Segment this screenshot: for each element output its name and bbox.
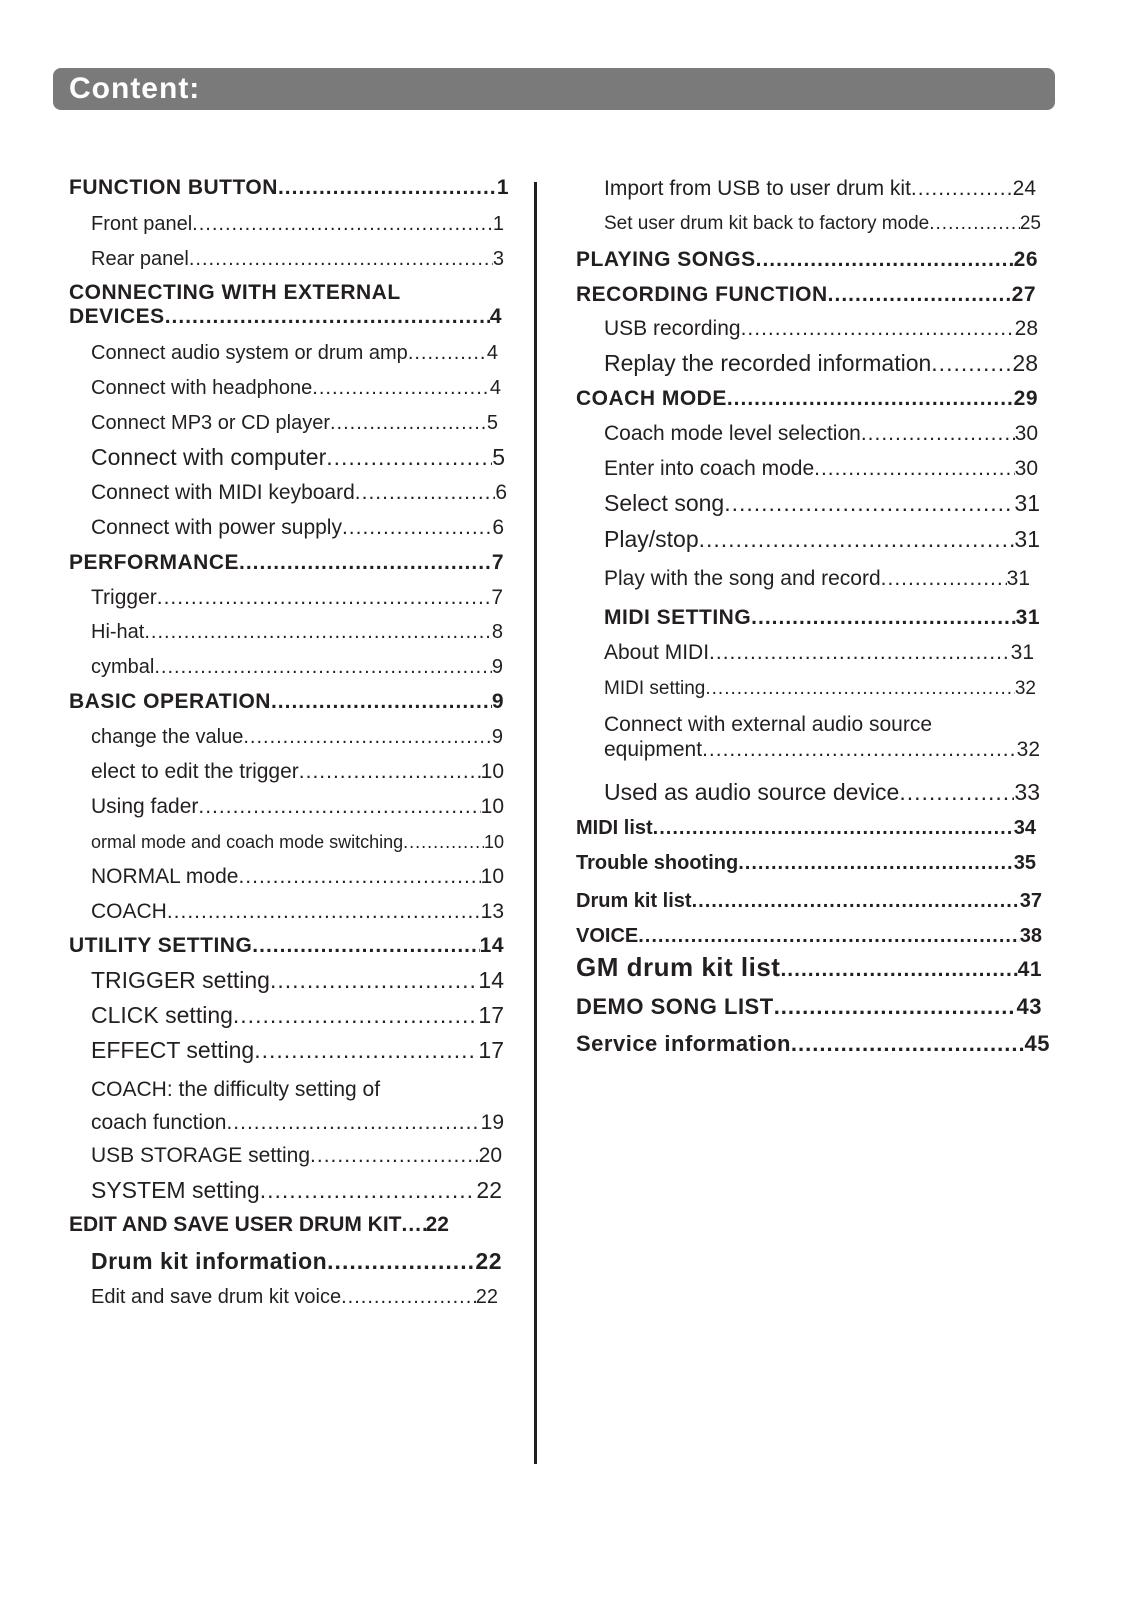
toc-heading-function-button[interactable]: FUNCTION BUTTON ..... 1	[69, 176, 509, 200]
toc-entry-effect-setting[interactable]: EFFECT setting ..... 17	[91, 1037, 504, 1063]
toc-heading-voice[interactable]: VOICE ..... 38	[576, 925, 1042, 948]
toc-heading-trouble-shooting[interactable]: Trouble shooting ..... 35	[576, 852, 1036, 875]
toc-entry-import-usb-drum-kit[interactable]: Import from USB to user drum kit ..... 24	[604, 177, 1036, 201]
toc-entry-audio-source-device[interactable]: Used as audio source device ..... 33	[604, 779, 1040, 805]
page-number: 9	[491, 656, 503, 678]
toc-entry-edit-save-voice[interactable]: Edit and save drum kit voice ..... 22	[91, 1286, 498, 1309]
toc-entry-play-with-song-record[interactable]: Play with the song and record ..... 31	[604, 567, 1030, 591]
page-number: 8	[491, 621, 503, 643]
toc-entry-hi-hat[interactable]: Hi-hat ..... 8	[91, 621, 503, 644]
page-number: 31	[1006, 567, 1030, 590]
toc-entry-about-midi[interactable]: About MIDI ..... 31	[604, 641, 1034, 665]
page-number: 38	[1019, 925, 1042, 947]
toc-entry-replay-recorded[interactable]: Replay the recorded information ..... 28	[604, 350, 1038, 376]
toc-heading-playing-songs[interactable]: PLAYING SONGS ..... 26	[576, 248, 1038, 272]
page-number: 28	[1014, 317, 1038, 340]
page-number: 31	[1015, 606, 1040, 629]
toc-entry-connect-headphone[interactable]: Connect with headphone ..... 4	[91, 377, 501, 400]
page-number: 45	[1024, 1031, 1050, 1056]
page-number: 22	[475, 1248, 502, 1274]
page-number: 25	[1019, 213, 1041, 234]
page-title: Content:	[69, 72, 201, 105]
toc-entry-connect-power-supply[interactable]: Connect with power supply ..... 6	[91, 516, 504, 540]
toc-entry-connect-computer[interactable]: Connect with computer ..... 5	[91, 444, 505, 470]
page-number: 10	[480, 795, 504, 818]
toc-entry-connect-audio-system[interactable]: Connect audio system or drum amp ..... 4	[91, 342, 498, 365]
page-number: 28	[1012, 350, 1038, 376]
toc-entry-coach-level-selection[interactable]: Coach mode level selection ..... 30	[604, 422, 1038, 446]
toc-entry-trigger[interactable]: Trigger ..... 7	[91, 586, 503, 610]
page-number: 10	[483, 832, 504, 852]
toc-entry-system-setting[interactable]: SYSTEM setting ..... 22	[91, 1177, 502, 1203]
toc-entry-connect-external-audio[interactable]: Connect with external audio source equipment ..... 32	[604, 712, 1040, 762]
toc-heading-basic-operation[interactable]: BASIC OPERATION ..... 9	[69, 690, 504, 714]
toc-entry-play-stop[interactable]: Play/stop ..... 31	[604, 526, 1040, 552]
page-number: 29	[1013, 387, 1038, 410]
toc-entry-using-fader[interactable]: Using fader ..... 10	[91, 795, 504, 819]
toc-entry-edit-trigger[interactable]: elect to edit the trigger ..... 10	[91, 760, 504, 784]
toc-entry-enter-coach-mode[interactable]: Enter into coach mode ..... 30	[604, 457, 1038, 481]
toc-heading-drum-kit-information[interactable]: Drum kit information ..... 22	[91, 1248, 502, 1274]
page-number: 41	[1017, 958, 1042, 981]
toc-entry-change-value[interactable]: change the value ..... 9	[91, 726, 503, 749]
toc-entry-connect-midi-keyboard[interactable]: Connect with MIDI keyboard ..... 6	[91, 481, 507, 505]
page-number: 5	[492, 444, 505, 470]
toc-heading-connecting-external-devices[interactable]: CONNECTING WITH EXTERNAL DEVICES ..... 4	[69, 281, 502, 329]
toc-heading-drum-kit-list[interactable]: Drum kit list ..... 37	[576, 890, 1042, 913]
toc-heading-utility-setting[interactable]: UTILITY SETTING ..... 14	[69, 934, 504, 958]
page-number: 1	[496, 176, 509, 199]
toc-entry-mode-switching[interactable]: ormal mode and coach mode switching ..... 10	[91, 832, 504, 853]
page-number: 31	[1014, 526, 1040, 552]
page-number: 30	[1014, 457, 1038, 480]
toc-entry-connect-mp3-cd[interactable]: Connect MP3 or CD player ..... 5	[91, 412, 498, 435]
page-number: 7	[491, 586, 503, 609]
page-number: 10	[480, 760, 504, 783]
toc-entry-normal-mode[interactable]: NORMAL mode ..... 10	[91, 865, 504, 889]
page-number: 3	[492, 248, 504, 270]
toc-entry-factory-mode[interactable]: Set user drum kit back to factory mode ..... 25	[604, 213, 1041, 235]
page-number: 34	[1013, 817, 1036, 839]
toc-heading-midi-list[interactable]: MIDI list ..... 34	[576, 817, 1036, 840]
toc-entry-usb-recording[interactable]: USB recording ..... 28	[604, 317, 1038, 341]
page-number: 22	[475, 1286, 498, 1308]
page-number: 6	[495, 481, 507, 504]
toc-entry-cymbal[interactable]: cymbal ..... 9	[91, 656, 503, 679]
page-number: 17	[478, 1037, 504, 1063]
toc-entry-midi-setting-sub[interactable]: MIDI setting ..... 32	[604, 678, 1036, 700]
page-number: 35	[1013, 852, 1036, 874]
toc-heading-midi-setting[interactable]: MIDI SETTING ..... 31	[604, 606, 1040, 630]
toc-entry-trigger-setting[interactable]: TRIGGER setting ..... 14	[91, 967, 504, 993]
toc-entry-coach[interactable]: COACH ..... 13	[91, 900, 504, 924]
toc-entry-coach-difficulty-setting[interactable]: COACH: the difficulty setting of coach function ..... 19	[91, 1074, 504, 1139]
toc-entry-rear-panel[interactable]: Rear panel ..... 3	[91, 248, 504, 271]
toc-entry-usb-storage-setting[interactable]: USB STORAGE setting ..... 20	[91, 1144, 502, 1168]
toc-heading-coach-mode[interactable]: COACH MODE ..... 29	[576, 387, 1038, 411]
page-number: 9	[491, 690, 504, 713]
page-number: 32	[1014, 678, 1036, 699]
page-number: 30	[1014, 422, 1038, 445]
page-number: 31	[1010, 641, 1034, 664]
page-number: 4	[486, 342, 498, 364]
page-number: 26	[1013, 248, 1038, 271]
page-number: 13	[480, 900, 504, 923]
toc-entry-front-panel[interactable]: Front panel ..... 1	[91, 213, 504, 236]
page-number: 32	[1016, 738, 1040, 762]
page-number: 10	[480, 865, 504, 888]
toc-heading-performance[interactable]: PERFORMANCE ..... 7	[69, 551, 504, 575]
page-number: 9	[491, 726, 503, 748]
page-number: 43	[1016, 994, 1042, 1019]
page-number: 4	[489, 377, 501, 399]
page-number: 22	[425, 1213, 449, 1236]
toc-entry-select-song[interactable]: Select song ..... 31	[604, 490, 1040, 516]
page-number: 19	[480, 1110, 504, 1134]
toc-heading-recording-function[interactable]: RECORDING FUNCTION ..... 27	[576, 283, 1036, 307]
page-number: 31	[1014, 490, 1040, 516]
page-number: 1	[492, 213, 504, 235]
page-number: 4	[489, 305, 502, 329]
toc-heading-service-information[interactable]: Service information ..... 45	[576, 1031, 1050, 1056]
page-number: 20	[478, 1144, 502, 1167]
toc-entry-click-setting[interactable]: CLICK setting ..... 17	[91, 1002, 504, 1028]
page-number: 14	[478, 967, 504, 993]
page-number: 37	[1019, 890, 1042, 912]
toc-heading-edit-save-user-drum-kit[interactable]: EDIT AND SAVE USER DRUM KIT ..... 22	[69, 1213, 502, 1237]
page-number: 27	[1011, 283, 1036, 306]
page-number: 7	[491, 551, 504, 574]
page-number: 17	[478, 1002, 504, 1028]
page-number: 33	[1014, 779, 1040, 805]
page-number: 22	[476, 1177, 502, 1203]
page-number: 6	[492, 516, 504, 539]
page-number: 5	[486, 412, 498, 434]
toc-heading-demo-song-list[interactable]: DEMO SONG LIST ..... 43	[576, 994, 1042, 1019]
content-banner	[53, 68, 1055, 110]
column-divider	[534, 182, 537, 1464]
page-number: 14	[479, 934, 504, 957]
page-number: 24	[1012, 177, 1036, 200]
toc-heading-gm-drum-kit-list[interactable]: GM drum kit list ..... 41	[576, 953, 1042, 983]
